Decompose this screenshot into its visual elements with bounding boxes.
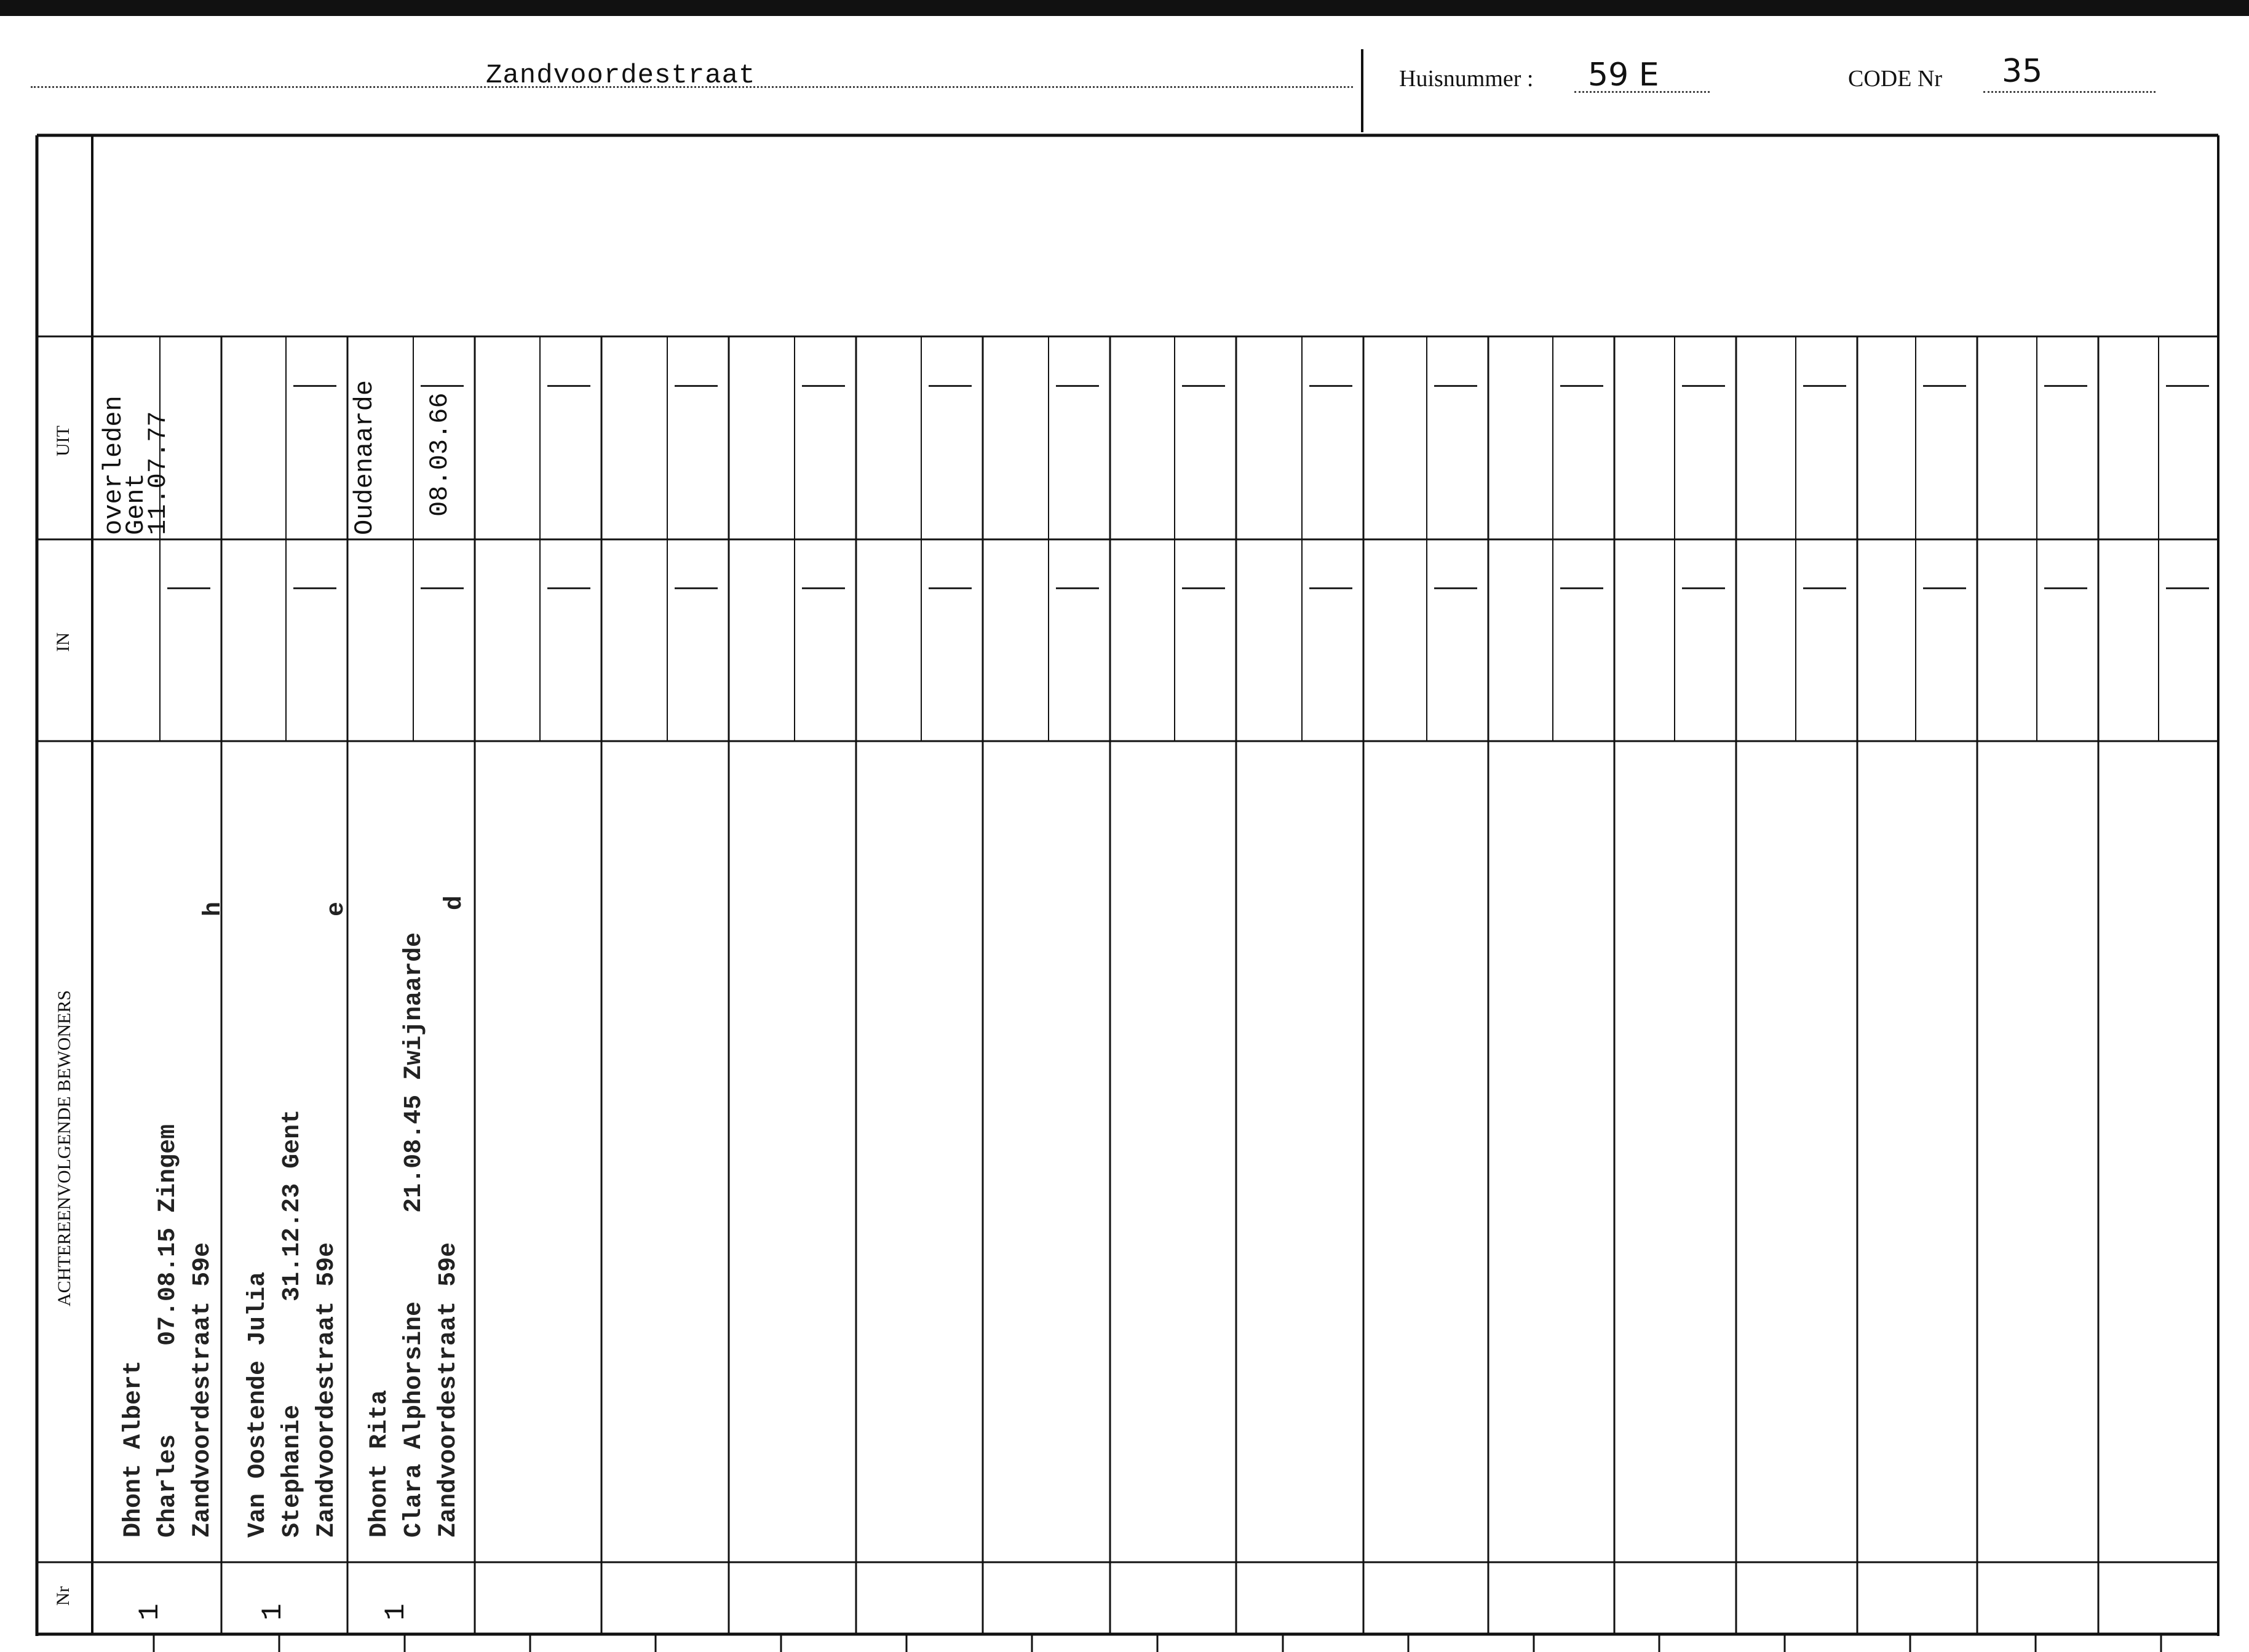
nr-1: 1 [133,1603,166,1621]
uit-dash [2044,385,2087,387]
in-dash [1923,587,1966,589]
in-dash [2166,587,2209,589]
in-dash [1182,587,1225,589]
in-dash [1309,587,1352,589]
uit-dash [293,385,336,387]
in-dash [1560,587,1603,589]
resident-entry-3: Dhont Rita Clara Alphorsine 21.08.45 Zwijnaarde Zandvoordestraat 59e [366,932,462,1538]
in-dash [547,587,590,589]
uit-dash [1560,385,1603,387]
street-name: Zandvoordestraat [486,60,756,91]
in-dash [421,587,464,589]
nr-3: 1 [379,1603,412,1621]
house-number-label: Huisnummer : [1399,66,1534,92]
residents-section-label: ACHTEREENVOLGENDE BEWONERS [54,990,74,1307]
nr-section-label: Nr [53,1586,73,1606]
in-dash [167,587,210,589]
uit-section-label: UIT [53,426,73,456]
in-dash [1803,587,1846,589]
in-dash [802,587,845,589]
role-letter-2: e [323,901,351,916]
in-dash [929,587,972,589]
uit-dash [2166,385,2209,387]
house-number-value: 59 E [1588,57,1659,93]
code-label: CODE Nr [1848,66,1943,92]
uit-dash [421,385,464,387]
uit-dash [1434,385,1477,387]
in-dash [293,587,336,589]
uit-dash [802,385,845,387]
uit-dash [547,385,590,387]
uit-dash [1182,385,1225,387]
in-dash [675,587,718,589]
nr-2: 1 [256,1603,289,1621]
uit-dash [1309,385,1352,387]
in-section-label: IN [53,632,73,652]
uit-entry-3-place: Oudenaarde [350,379,379,535]
in-dash [1434,587,1477,589]
uit-dash [1923,385,1966,387]
uit-dash [1803,385,1846,387]
resident-entry-1: Dhont Albert Charles 07.08.15 Zingem Zandvoordestraat 59e [120,1124,216,1538]
resident-entry-2: Van Oostende Julia Stephanie 31.12.23 Gent Zandvoordestraat 59e [244,1109,341,1538]
in-dash [1682,587,1725,589]
uit-entry-3-date: 08.03.66 [425,392,454,517]
uit-dash [1682,385,1725,387]
uit-dash [929,385,972,387]
uit-dash [1056,385,1099,387]
uit-entry-1: overleden Gent 11.07.77 [99,395,173,535]
in-dash [1056,587,1099,589]
role-letter-3: d [441,895,469,910]
code-value: 35 [2002,53,2043,90]
uit-dash [675,385,718,387]
in-dash [2044,587,2087,589]
role-letter-1: h [200,901,228,916]
